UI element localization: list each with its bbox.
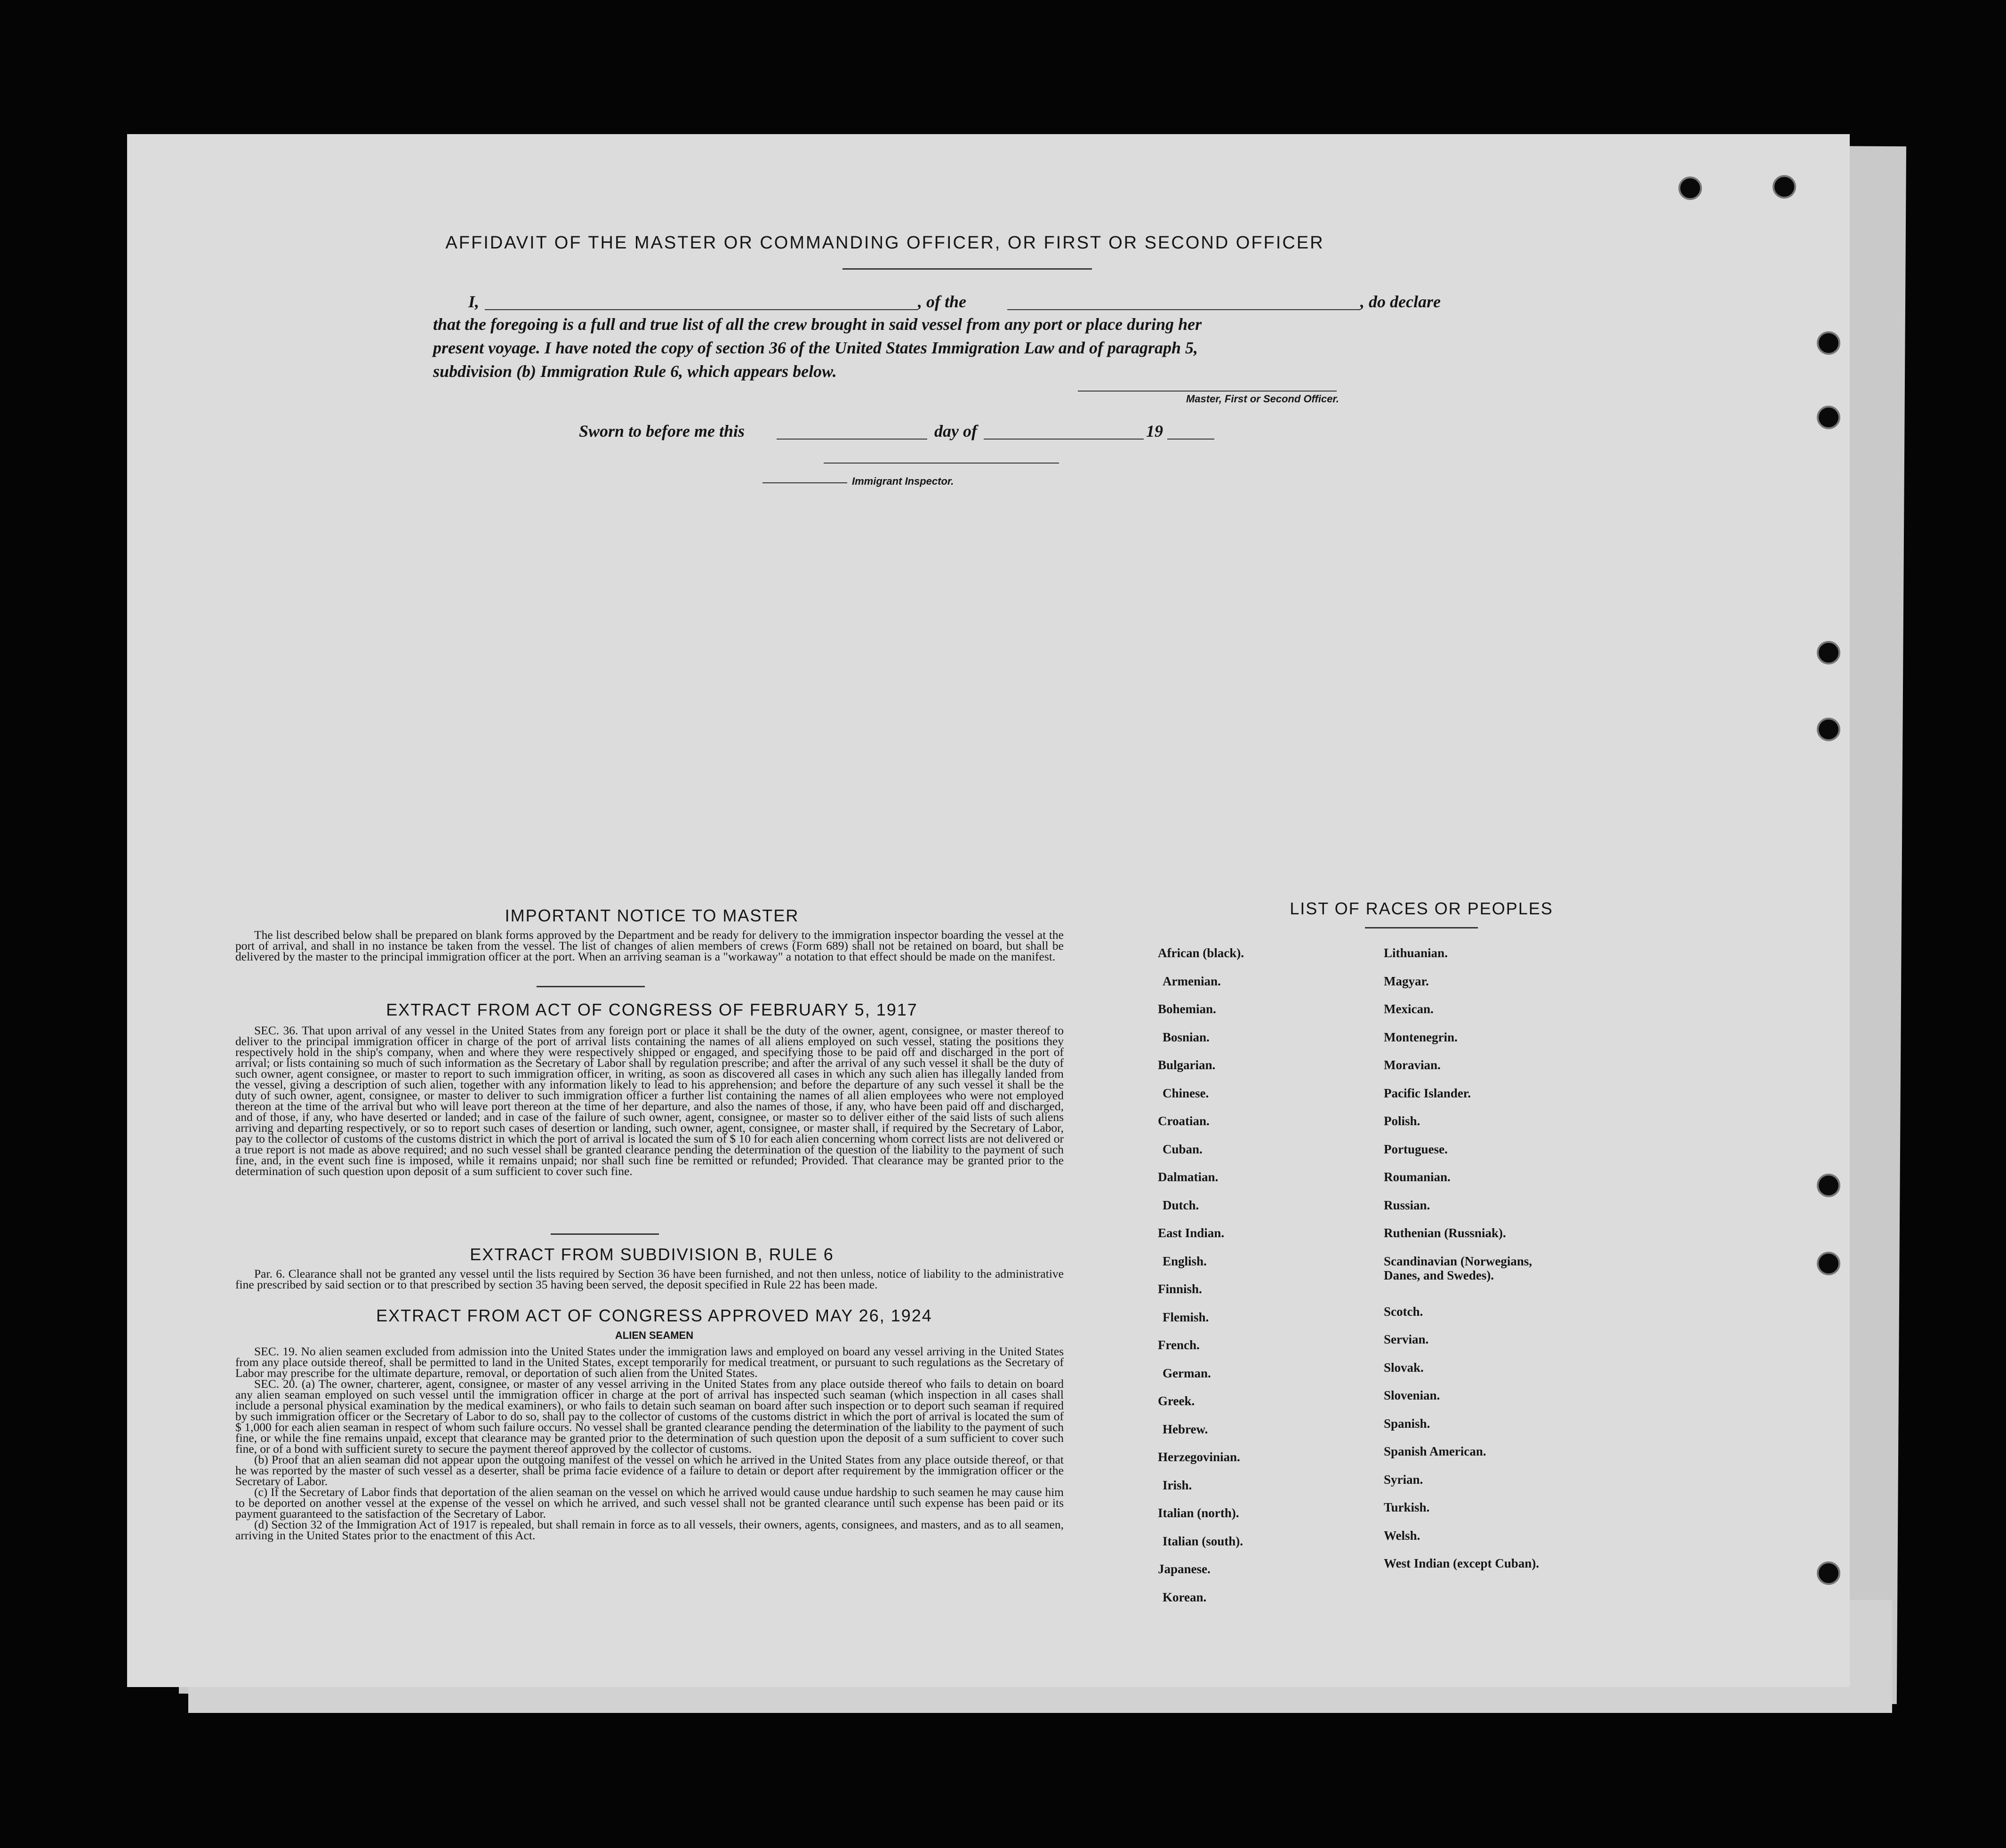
day-blank <box>777 439 927 440</box>
sec-20c-paragraph: (c) If the Secretary of Labor finds that deportation of the alien seaman on the vessel on which he arrived would cause undue hardship to such seamen he may cause him to be deported on another vessel at the expense of the vessel on which he arrived, and such vessel shall not be granted clearance until such expense has been paid or its payment guaranteed to the satisfaction of the Secretary of Labor. <box>235 1485 1064 1520</box>
race-item: Dalmatian. <box>1158 1170 1219 1184</box>
master-signature-line <box>1078 391 1337 392</box>
race-item: Turkish. <box>1384 1500 1430 1515</box>
year-blank <box>1167 439 1214 440</box>
race-item: Roumanian. <box>1384 1170 1451 1184</box>
rule-6-text: Par. 6. Clearance shall not be granted any vessel until the lists required by Section 36 have been furnished, and not then unless, notice of liability to the administrative fine prescribed by said section or to that prescribed by section 35 having been served, the deposit specified in Rule 22 has been made. <box>235 1267 1064 1291</box>
race-item: English. <box>1163 1254 1207 1268</box>
divider <box>551 1233 659 1235</box>
race-item: Bulgarian. <box>1158 1058 1216 1072</box>
name-blank <box>485 309 918 310</box>
binder-hole <box>1817 641 1840 664</box>
vessel-blank <box>1007 309 1360 310</box>
race-item: Italian (north). <box>1158 1506 1239 1520</box>
affidavit-of-the: , of the <box>918 292 966 311</box>
race-item: Hebrew. <box>1163 1422 1208 1436</box>
race-item: Bosnian. <box>1163 1030 1210 1044</box>
race-item: French. <box>1158 1338 1200 1352</box>
race-item: Magyar. <box>1384 974 1429 988</box>
day-of-label: day of <box>934 422 977 440</box>
sec-19-paragraph: SEC. 19. No alien seamen excluded from admission into the United States under the immigration laws and employed on board any vessel arriving in the United States from any place outside thereof, shall be permitted to land in the United States, except temporarily for medical treatment, or pursuant to such regulations as the Secretary of Labor may prescribe for the ultimate departure, removal, or deportation of such alien from the United States. <box>235 1344 1064 1380</box>
notice-title: IMPORTANT NOTICE TO MASTER <box>505 906 799 925</box>
race-item: Dutch. <box>1163 1198 1199 1212</box>
notice-text: The list described below shall be prepared on blank forms approved by the Department and be ready for delivery to the immigration inspector boarding the vessel at the port of arrival, and shall in no instance be taken from the vessel. The list of changes of alien members of crews (Form 689) shall not be retained on board, but shall be delivered by the master to the principal immigration officer at the port. When an arriving seaman is a "workaway" a notation to that effect should be made on the manifest. <box>235 928 1064 963</box>
document-page <box>127 134 1850 1687</box>
race-item: Mexican. <box>1384 1002 1434 1016</box>
inspector-signature-line <box>824 463 1059 464</box>
affidavit-i: I, <box>468 292 480 311</box>
divider <box>843 268 1092 270</box>
race-item: Spanish. <box>1384 1416 1430 1431</box>
race-item: African (black). <box>1158 946 1244 960</box>
race-item: Pacific Islander. <box>1384 1086 1471 1100</box>
extract-1924-title: EXTRACT FROM ACT OF CONGRESS APPROVED MAY 26, 1924 <box>376 1306 932 1325</box>
binder-hole <box>1817 406 1840 429</box>
race-item: Greek. <box>1158 1394 1195 1408</box>
race-item: Flemish. <box>1163 1310 1209 1324</box>
divider <box>537 986 645 987</box>
races-title: LIST OF RACES OR PEOPLES <box>1290 899 1553 918</box>
affidavit-title: AFFIDAVIT OF THE MASTER OR COMMANDING OFFICER, OR FIRST OR SECOND OFFICER <box>445 233 1324 253</box>
race-item: Japanese. <box>1158 1562 1211 1576</box>
race-item: Polish. <box>1384 1114 1420 1128</box>
race-item: Herzegovinian. <box>1158 1450 1240 1464</box>
race-item: Spanish American. <box>1384 1444 1486 1459</box>
month-blank <box>984 439 1144 440</box>
year-label: 19 <box>1146 422 1163 440</box>
race-item: Irish. <box>1163 1478 1192 1492</box>
binder-hole <box>1817 718 1840 741</box>
race-item: Scandinavian (Norwegians, Danes, and Swedes). <box>1384 1254 1533 1282</box>
race-item: Servian. <box>1384 1332 1429 1347</box>
race-item: Syrian. <box>1384 1472 1423 1487</box>
binder-hole <box>1678 176 1702 200</box>
binder-hole <box>1817 1252 1840 1275</box>
race-item: Armenian. <box>1163 974 1221 988</box>
alien-seamen-subtitle: ALIEN SEAMEN <box>615 1329 694 1341</box>
master-caption: Master, First or Second Officer. <box>1186 393 1339 405</box>
inspector-short-line <box>762 482 847 483</box>
race-item: Moravian. <box>1384 1058 1441 1072</box>
rule-6-title: EXTRACT FROM SUBDIVISION B, RULE 6 <box>470 1245 834 1264</box>
extract-1917-title: EXTRACT FROM ACT OF CONGRESS OF FEBRUARY 5, 1917 <box>386 1000 918 1019</box>
affidavit-line-4: subdivision (b) Immigration Rule 6, which appears below. <box>433 362 837 381</box>
race-item: Montenegrin. <box>1384 1030 1458 1044</box>
race-item: Ruthenian (Russniak). <box>1384 1226 1506 1240</box>
race-item: Croatian. <box>1158 1114 1210 1128</box>
extract-1924-text <box>235 1346 1064 1541</box>
race-item: Russian. <box>1384 1198 1430 1212</box>
race-item: Portuguese. <box>1384 1142 1448 1156</box>
affidavit-line-2: that the foregoing is a full and true list of all the crew brought in said vessel from any port or place during her <box>433 315 1202 334</box>
race-item: Finnish. <box>1158 1282 1202 1296</box>
inspector-caption: Immigrant Inspector. <box>852 475 954 487</box>
race-item: Slovenian. <box>1384 1388 1440 1403</box>
race-item: Bohemian. <box>1158 1002 1216 1016</box>
sworn-label: Sworn to before me this <box>579 422 745 440</box>
race-item: Scotch. <box>1384 1304 1423 1319</box>
race-item: Welsh. <box>1384 1528 1420 1543</box>
affidavit-line-3: present voyage. I have noted the copy of section 36 of the United States Immigration Law and of paragraph 5, <box>433 338 1198 357</box>
divider <box>1365 927 1478 928</box>
sec-20d-paragraph: (d) Section 32 of the Immigration Act of 1917 is repealed, but shall remain in force as to all vessels, their owners, agents, consignees, and masters, and as to all seamen, arriving in the United States prior to the enactment of this Act. <box>235 1518 1064 1542</box>
race-item: Chinese. <box>1163 1086 1209 1100</box>
extract-1917-text: SEC. 36. That upon arrival of any vessel in the United States from any foreign port or place it shall be the duty of the owner, agent, consignee, or master thereof to deliver to the principal immigration officer in charge of the port of arrival lists containing the names of all aliens employed on such vessel, stating the positions they respectively hold in the ship's company, when and where they were respectively shipped or engaged, and specifying those to be paid off and discharged in the port of arrival; or lists containing so much of such information as the Secretary of Labor shall by regulation prescribe; and after the arrival of any such vessel it shall be the duty of such owner, agent consignee, or master to report to such immigration officer, in writing, as soon as discovered all cases in which any such alien has illegally landed from the vessel, giving a description of such alien, together with any information likely to lead to his apprehension; and before the departure of any such vessel it shall be the duty of such owner, agent, consignee, or master to deliver to such immigration officer a further list containing the names of all alien employees who were not employed thereon at the time of the arrival but who will leave port thereon at the time of her departure, and also the names of those, if any, who have been paid off and discharged, and of those, if any, who have deserted or landed; and in case of the failure of such owner, agent, consignee, or master so to deliver either of the said lists of such aliens arriving and departing respectively, or so to report such cases of desertion or landing, such owner, agent, consignee, or master shall, if required by the Secretary of Labor, pay to the collector of customs of the customs district in which the port of arrival is located the sum of $ 10 for each alien concerning whom correct lists are not delivered or a true report is not made as above required; and no such vessel shall be granted clearance pending the determination of the question of the liability to the payment of such fine, and, in the event such fine is imposed, while it remains unpaid; nor shall such fine be remitted or refunded; Provided. That clearance may be granted prior to the determination of such question upon deposit of a sum sufficient to cover such fine. <box>235 1024 1064 1178</box>
race-item: Cuban. <box>1163 1142 1203 1156</box>
binder-hole <box>1773 175 1796 199</box>
race-item: Italian (south). <box>1163 1534 1244 1548</box>
race-item: German. <box>1163 1366 1211 1380</box>
race-item: East Indian. <box>1158 1226 1225 1240</box>
race-item: West Indian (except Cuban). <box>1384 1556 1540 1571</box>
race-item: Slovak. <box>1384 1360 1424 1375</box>
binder-hole <box>1817 331 1840 355</box>
binder-hole <box>1817 1561 1840 1585</box>
sec-20b-paragraph: (b) Proof that an alien seaman did not appear upon the outgoing manifest of the vessel on which he arrived in the United States from any place outside thereof, or that he was reported by the master of such vessel as a deserter, shall be prima facie evidence of a failure to detain or deport after requirement by the immigration officer or the Secretary of Labor. <box>235 1453 1064 1488</box>
binder-hole <box>1817 1174 1840 1197</box>
affidavit-declare: , do declare <box>1360 292 1441 311</box>
sec-20a-paragraph: SEC. 20. (a) The owner, charterer, agent, consignee, or master of any vessel arriving in the United States from any place outside thereof who fails to detain on board any alien seaman employed on such vessel until the immigration officer in charge at the port of arrival has inspected such seaman (which inspection in all cases shall include a personal physical examination by the medical examiners), or who fails to detain such seaman on board after such inspection or to deport such seaman if required by such immigration officer or the Secretary of Labor to do so, shall pay to the collector of customs of the customs district in which the port of arrival is located the sum of $ 1,000 for each alien seaman in respect of whom such failure occurs. No vessel shall be granted clearance pending the determination of the liability to the payment of such fine, or while the fine remains unpaid, except that clearance may be granted prior to the determination of such question upon the deposit of a sum sufficient to cover such fine, or of a bond with sufficient surety to secure the payment thereof approved by the collector of customs. <box>235 1377 1064 1456</box>
race-item: Korean. <box>1163 1590 1207 1604</box>
race-item: Lithuanian. <box>1384 946 1448 960</box>
